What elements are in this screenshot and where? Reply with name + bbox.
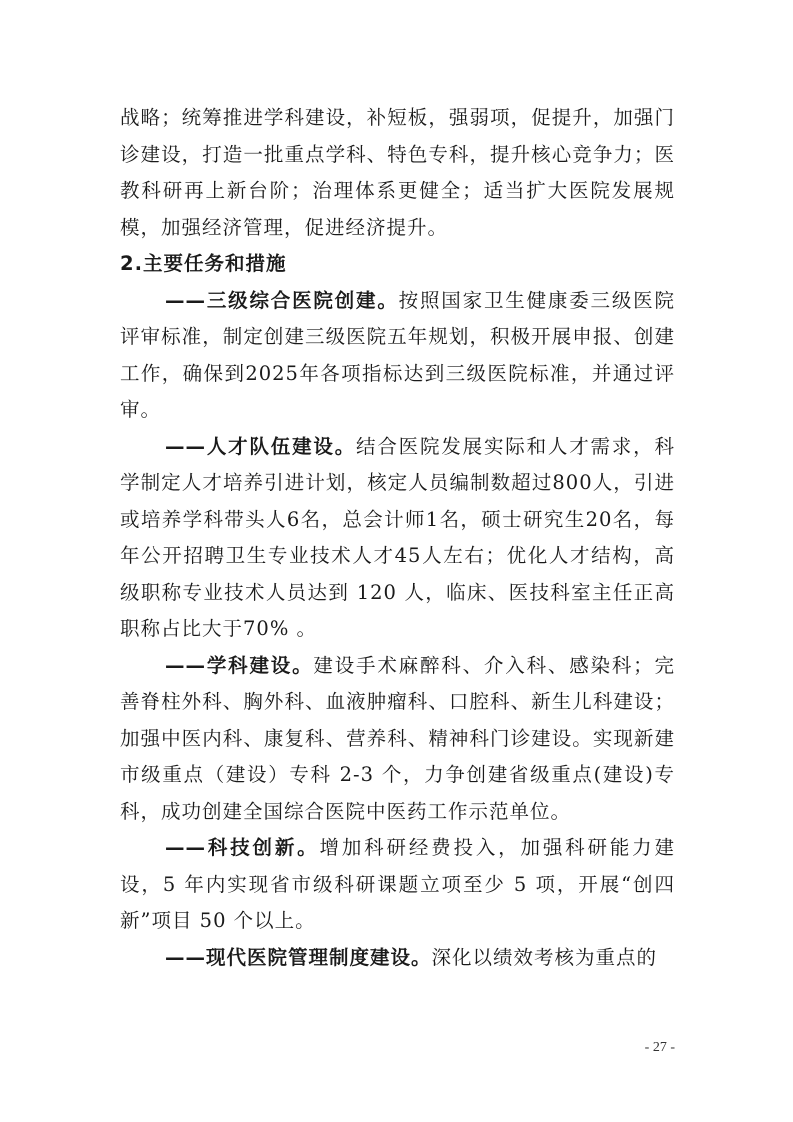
paragraph-text: 深化以绩效考核为重点的: [431, 945, 658, 969]
paragraph-text: 结合医院发展实际和人才需求，科学制定人才培养引进计划，核定人员编制数超过800人，引进或培养学科带头人6名，总会计师1名，硕士研究生20名，每年公开招聘卫生专业技术人才45人左右；优化人才结构，高级职称专业技术人员达到 120 人，临床、医技科室主任正高职称占比大于70% 。: [120, 434, 675, 640]
paragraph-talent-team: [120, 429, 675, 648]
paragraph-text: 增加科研经费投入，加强科研能力建设，5 年内实现省市级科研课题立项至少 5 项，开展“创四新”项目 50 个以上。: [120, 836, 675, 932]
paragraph-text: 建设手术麻醉科、介入科、感染科；完善脊柱外科、胸外科、血液肿瘤科、口腔科、新生儿科建设；加强中医内科、康复科、营养科、精神科门诊建设。实现新建市级重点（建设）专科 2-3 个，力争创建省级重点(建设)专科，成功创建全国综合医院中医药工作示范单位。: [120, 653, 675, 823]
paragraph-lead: ——现代医院管理制度建设。: [165, 945, 432, 969]
paragraph-text: 战略；统筹推进学科建设，补短板，强弱项，促提升，加强门诊建设，打造一批重点学科、特色专科，提升核心竞争力；医教科研再上新台阶；治理体系更健全；适当扩大医院发展规模，加强经济管理，促进经济提升。: [120, 106, 675, 239]
paragraph-lead: ——学科建设。: [165, 653, 314, 677]
paragraph-discipline: [120, 648, 675, 831]
paragraph-strategy-continuation: [120, 100, 675, 246]
paragraph-lead: ——三级综合医院创建。: [165, 288, 399, 312]
section-heading-main-tasks: 2.主要任务和措施: [120, 252, 287, 275]
paragraph-lead: ——人才队伍建设。: [165, 434, 357, 458]
paragraph-tertiary-hospital: [120, 283, 675, 429]
document-body: [120, 100, 675, 976]
page-number: - 27 -: [644, 1040, 675, 1055]
paragraph-modern-management: [120, 940, 675, 977]
paragraph-tech-innovation: [120, 830, 675, 940]
paragraph-text: 按照国家卫生健康委三级医院评审标准，制定创建三级医院五年规划，积极开展申报、创建工作，确保到2025年各项指标达到三级医院标准，并通过评审。: [120, 288, 675, 421]
paragraph-lead: ——科技创新。: [165, 836, 320, 859]
